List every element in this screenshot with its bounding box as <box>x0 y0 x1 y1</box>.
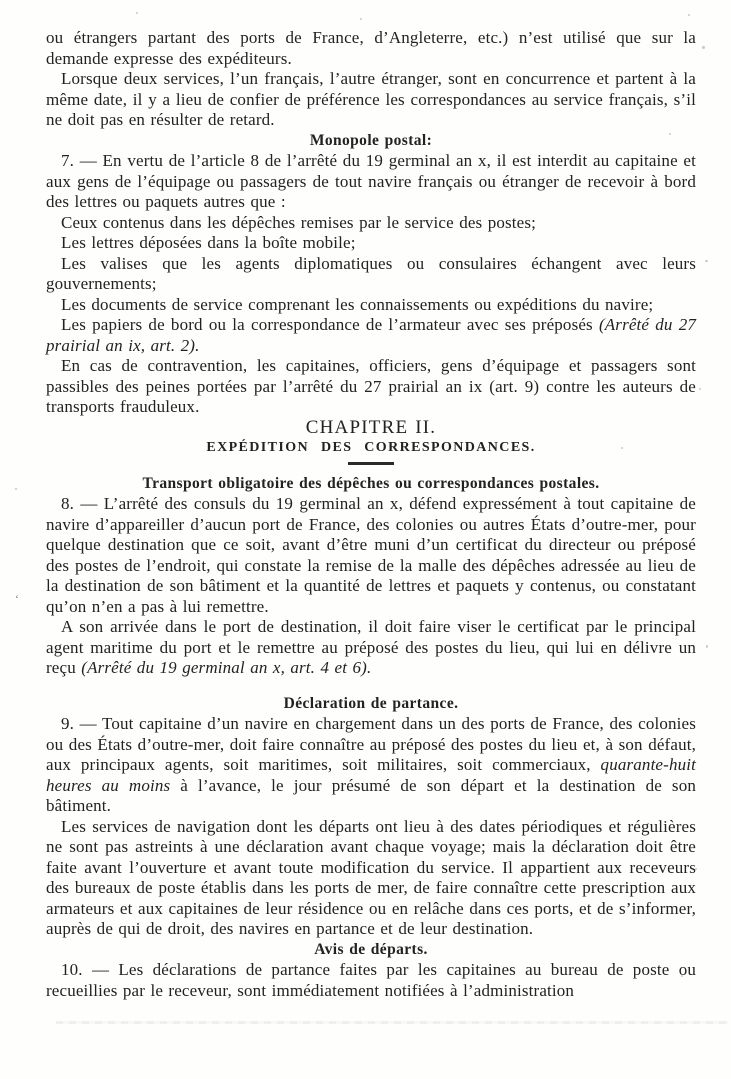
paragraph-article-7: 7. — En vertu de l’article 8 de l’arrêté du 19 germinal an x, il est interdit au capitaine et aux gens de l’équipage ou passagers de tout navire français ou étranger de recevoir à bord des lettres ou paquets autres que : <box>46 151 696 211</box>
chapter-subtitle: EXPÉDITION DES CORRESPONDANCES. <box>206 440 536 455</box>
paragraph-article-10: 10. — Les déclarations de partance faites par les capitaines au bureau de poste ou recueillies par le receveur, sont immédiatement notifiées à l’administration <box>46 960 696 1000</box>
scan-speckle <box>688 14 690 16</box>
scan-speckle <box>136 12 138 14</box>
chapter-title: CHAPITRE II. <box>305 416 437 438</box>
list-item-boite-mobile: Les lettres déposées dans la boîte mobile; <box>61 233 356 252</box>
list-item-documents: Les documents de service comprenant les connaissements ou expéditions du navire; <box>61 294 654 314</box>
paragraph-article-9-text-1: 9. — Tout capitaine d’un navire en chargement dans un des ports de France, des colonies ou des États d’outre-mer, doit faire connaître au préposé des postes du lieu et, à son défaut, aux principaux agents, soit maritimes, soit militaires, soit commerciaux, <box>46 714 696 774</box>
scan-speckle <box>705 260 708 262</box>
paragraph-article-9 <box>46 714 696 817</box>
scan-speckle <box>360 18 362 20</box>
paragraph-concurrence: Lorsque deux services, l’un français, l’autre étranger, sont en concurrence et partent à la même date, il y a lieu de confier de préférence les correspondances au service français, s’il ne doit pas en résulter de retard. <box>46 69 696 129</box>
heading-declaration-partance: Déclaration de partance. <box>283 694 459 712</box>
paragraph-article-8-arrivee <box>46 617 696 679</box>
scan-speckle <box>699 388 701 390</box>
paragraph-contravention: En cas de contravention, les capitaines, officiers, gens d’équipage et passagers sont passibles des peines portées par l’arrêté du 27 prairial an ix (art. 9) contre les auteurs de transports frauduleux. <box>46 356 696 416</box>
scan-speckle <box>706 645 708 648</box>
phrase-quarante-huit-heures: quarante-huit heures au moins <box>46 755 696 795</box>
paragraph-services-navigation: Les services de navigation dont les départs ont lieu à des dates périodiques et régulières ne sont pas astreints à une déclaration avant chaque voyage; mais la déclaration doit être faite avant l’ouverture et avant toute modification du service. Il appartient aux receveurs des bureaux de poste établis dans les ports de mer, de faire connaître cette prescription aux armateurs et aux capitaines de leur résidence ou en relâche dans ces ports, et de s’informer, auprès de qui de droit, des navires en partance et de leur destination. <box>46 816 696 938</box>
citation-arrete-19-germinal: (Arrêté du 19 germinal an x, art. 4 et 6). <box>81 658 372 677</box>
scan-speckle <box>695 868 697 870</box>
section-divider <box>348 462 394 465</box>
paragraph-arrivee-text: A son arrivée dans le port de destination, il doit faire viser le certificat par le principal agent maritime du port et le remettre au préposé des postes du lieu, qui lui en délivre un reçu <box>46 617 696 677</box>
scan-speckle <box>15 488 17 490</box>
paragraph-article-8: 8. — L’arrêté des consuls du 19 germinal an x, défend expressément à tout capitaine de navire d’appareiller d’aucun port de France, des colonies ou autres États d’outre-mer, pour quelque destination que ce soit, avant d’être muni d’un certificat du directeur ou préposé des postes de l’endroit, qui constate la remise de la malle des dépêches adressée au lieu de la destination de son bâtiment et la quantité de lettres et paquets y contenus, ou constatant qu’on n’en a pas à lui remettre. <box>46 494 696 616</box>
paragraph-continuation: ou étrangers partant des ports de France, d’Angleterre, etc.) n’est utilisé que sur la demande expresse des expéditeurs. <box>46 28 696 68</box>
paragraph-article-9-text-2: à l’avance, le jour présumé de son départ et la destination de son bâtiment. <box>46 775 697 815</box>
list-item-papiers-de-bord <box>46 315 696 356</box>
citation-arrete-27-prairial: (Arrêté du 27 prairial an ix, art. 2). <box>46 315 696 355</box>
text-column <box>46 28 696 1001</box>
heading-monopole-postal: Monopole postal: <box>309 131 433 149</box>
list-item-depeches: Ceux contenus dans les dépêches remises par le service des postes; <box>61 212 536 232</box>
heading-avis-departs: Avis de départs. <box>314 940 428 958</box>
scan-speckle <box>621 447 623 449</box>
scan-speckle <box>681 975 683 977</box>
scan-speckle <box>669 133 671 135</box>
scan-artifact-band <box>56 1021 728 1024</box>
list-item-papiers-text: Les papiers de bord ou la correspondance de l’armateur avec ses préposés <box>61 315 599 334</box>
scan-speckle <box>702 46 705 49</box>
list-item-valises: Les valises que les agents diplomatiques ou consulaires échangent avec leurs gouvernements; <box>46 253 696 293</box>
margin-ink-mark: ‘ <box>15 592 19 606</box>
heading-transport-obligatoire: Transport obligatoire des dépêches ou correspondances postales. <box>142 474 600 492</box>
